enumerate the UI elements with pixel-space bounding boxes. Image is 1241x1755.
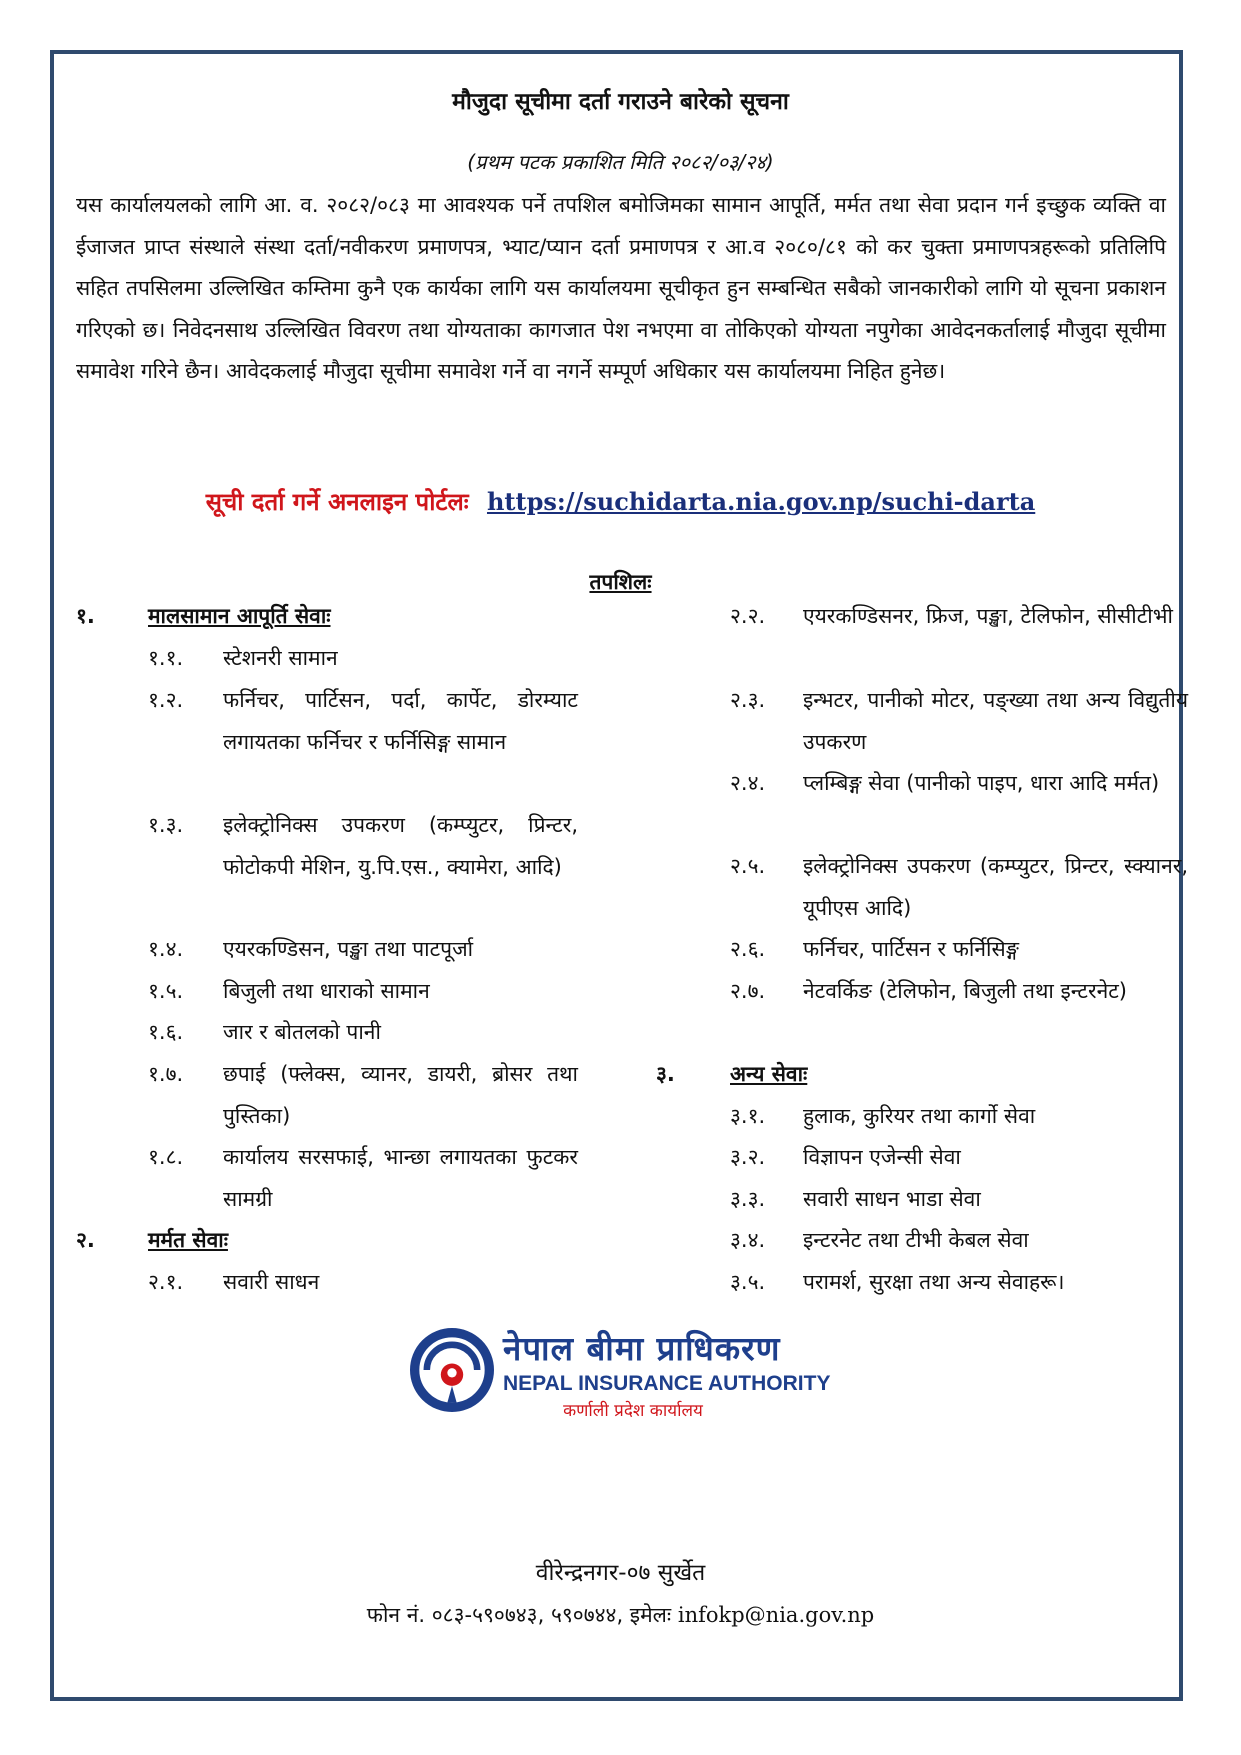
logo-office-name: कर्णाली प्रदेश कार्यालय: [563, 1401, 703, 1421]
office-address: वीरेन्द्रनगर-०७ सुर्खेत: [535, 1560, 706, 1586]
logo-text-block: [503, 1325, 830, 1421]
logo-nepali-name: नेपाल बीमा प्राधिकरण: [503, 1329, 781, 1368]
item-number: २.४.: [730, 771, 766, 795]
item-number: १.३.: [148, 813, 184, 837]
item-text: हुलाक, कुरियर तथा कार्गो सेवा: [803, 1104, 1036, 1128]
item-text: विज्ञापन एजेन्सी सेवा: [803, 1145, 961, 1169]
logo-english-name: NEPAL INSURANCE AUTHORITY: [503, 1372, 831, 1395]
item-number: २.३.: [730, 688, 766, 712]
item-text: एयरकण्डिसन, पङ्खा तथा पाटपूर्जा: [223, 937, 474, 961]
contact-line: [0, 1601, 1241, 1629]
portal-link[interactable]: https://suchidarta.nia.gov.np/suchi-darta: [486, 487, 1036, 516]
item-text: इलेक्ट्रोनिक्स उपकरण (कम्प्युटर, प्रिन्टर, स्क्यानर, यूपीएस आदि): [803, 854, 1188, 920]
item-text: इन्टरनेट तथा टीभी केबल सेवा: [803, 1228, 1029, 1252]
right-column: [620, 0, 1241, 1755]
notice-title: मौजुदा सूचीमा दर्ता गराउने बारेको सूचना: [452, 89, 789, 115]
item-text: इन्भटर, पानीको मोटर, पङ्ख्या तथा अन्य विद्युतीय उपकरण: [803, 688, 1188, 754]
section-number: ३.: [656, 1062, 675, 1086]
item-text: छपाई (फ्लेक्स, व्यानर, डायरी, ब्रोसर तथा पुस्तिका): [223, 1062, 578, 1128]
section-number: २.: [76, 1228, 95, 1252]
left-column: [0, 0, 620, 1755]
item-number: १.७.: [148, 1062, 184, 1086]
item-number: २.७.: [730, 979, 766, 1003]
item-text: एयरकण्डिसनर, फ्रिज, पङ्खा, टेलिफोन, सीसीटीभी: [803, 604, 1173, 628]
item-number: १.१.: [148, 646, 184, 670]
item-number: ३.४.: [730, 1228, 766, 1252]
publication-date: (प्रथम पटक प्रकाशित मिति २०८२/०३/२४): [467, 150, 774, 174]
item-text: इलेक्ट्रोनिक्स उपकरण (कम्प्युटर, प्रिन्टर, फोटोकपी मेशिन, यु.पि.एस., क्यामेरा, आदि): [223, 813, 578, 879]
item-number: ३.२.: [730, 1145, 766, 1169]
phone-text: फोन नं. ०८३-५९०७४३, ५९०७४४, इमेलः: [366, 1603, 672, 1627]
item-text: फर्निचर, पार्टिसन, पर्दा, कार्पेट, डोरम्याट लगायतका फर्निचर र फर्निसिङ्ग सामान: [223, 688, 578, 754]
item-number: १.४.: [148, 937, 184, 961]
item-number: ३.५.: [730, 1270, 766, 1294]
email-link[interactable]: infokp@nia.gov.np: [677, 1603, 875, 1627]
item-number: ३.३.: [730, 1187, 766, 1211]
item-text: जार र बोतलको पानी: [223, 1020, 381, 1044]
schedule-heading: तपशिलः: [589, 570, 652, 594]
item-number: १.२.: [148, 688, 184, 712]
item-number: २.५.: [730, 854, 766, 878]
item-text: परामर्श, सुरक्षा तथा अन्य सेवाहरू।: [803, 1270, 1065, 1294]
item-number: १.८.: [148, 1145, 184, 1169]
item-text: सवारी साधन: [223, 1270, 320, 1294]
item-number: ३.१.: [730, 1104, 766, 1128]
item-text: सवारी साधन भाडा सेवा: [803, 1187, 981, 1211]
nia-logo-icon: [410, 1328, 494, 1412]
section-title: अन्य सेवाः: [730, 1062, 808, 1086]
item-number: २.२.: [730, 604, 766, 628]
section-title: मालसामान आपूर्ति सेवाः: [148, 604, 331, 628]
item-number: १.६.: [148, 1020, 184, 1044]
item-number: १.५.: [148, 979, 184, 1003]
section-title: मर्मत सेवाः: [148, 1228, 228, 1252]
notice-body: यस कार्यालयलको लागि आ. व. २०८२/०८३ मा आवश्यक पर्ने तपशिल बमोजिमका सामान आपूर्ति, मर्मत तथा सेवा प्रदान गर्न इच्छुक व्यक्ति वा ईजाजत प्राप्त संस्थाले संस्था दर्ता/नवीकरण प्रमाणपत्र, भ्याट/प्यान दर्ता प्रमाणपत्र र आ.व २०८०/८१ को कर चुक्ता प्रमाणपत्रहरूको प्रतिलिपि सहित तपसिलमा उल्लिखित कम्तिमा कुनै एक कार्यका लागि यस कार्यालयमा सूचीकृत हुन सम्बन्धित सबैको जानकारीको लागि यो सूचना प्रकाशन गरिएको छ। निवेदनसाथ उल्लिखित विवरण तथा योग्यताका कागजात पेश नभएमा वा तोकिएको योग्यता नपुगेका आवेदनकर्तालाई मौजुदा सूचीमा समावेश गरिने छैन। आवेदकलाई मौजुदा सूचीमा समावेश गर्ने वा नगर्ने सम्पूर्ण अधिकार यस कार्यालयमा निहित हुनेछ।: [76, 193, 1166, 383]
item-text: स्टेशनरी सामान: [223, 646, 338, 670]
item-number: २.१.: [148, 1270, 184, 1294]
item-text: कार्यालय सरसफाई, भान्छा लगायतका फुटकर सामग्री: [223, 1145, 578, 1211]
item-text: प्लम्बिङ्ग सेवा (पानीको पाइप, धारा आदि मर्मत): [803, 771, 1160, 795]
item-text: नेटवर्किङ (टेलिफोन, बिजुली तथा इन्टरनेट): [803, 979, 1128, 1003]
section-number: १.: [76, 604, 95, 628]
item-number: २.६.: [730, 937, 766, 961]
item-text: फर्निचर, पार्टिसन र फर्निसिङ्ग: [803, 937, 1019, 961]
item-text: बिजुली तथा धाराको सामान: [223, 979, 430, 1003]
portal-label: सूची दर्ता गर्ने अनलाइन पोर्टलः: [205, 488, 469, 516]
